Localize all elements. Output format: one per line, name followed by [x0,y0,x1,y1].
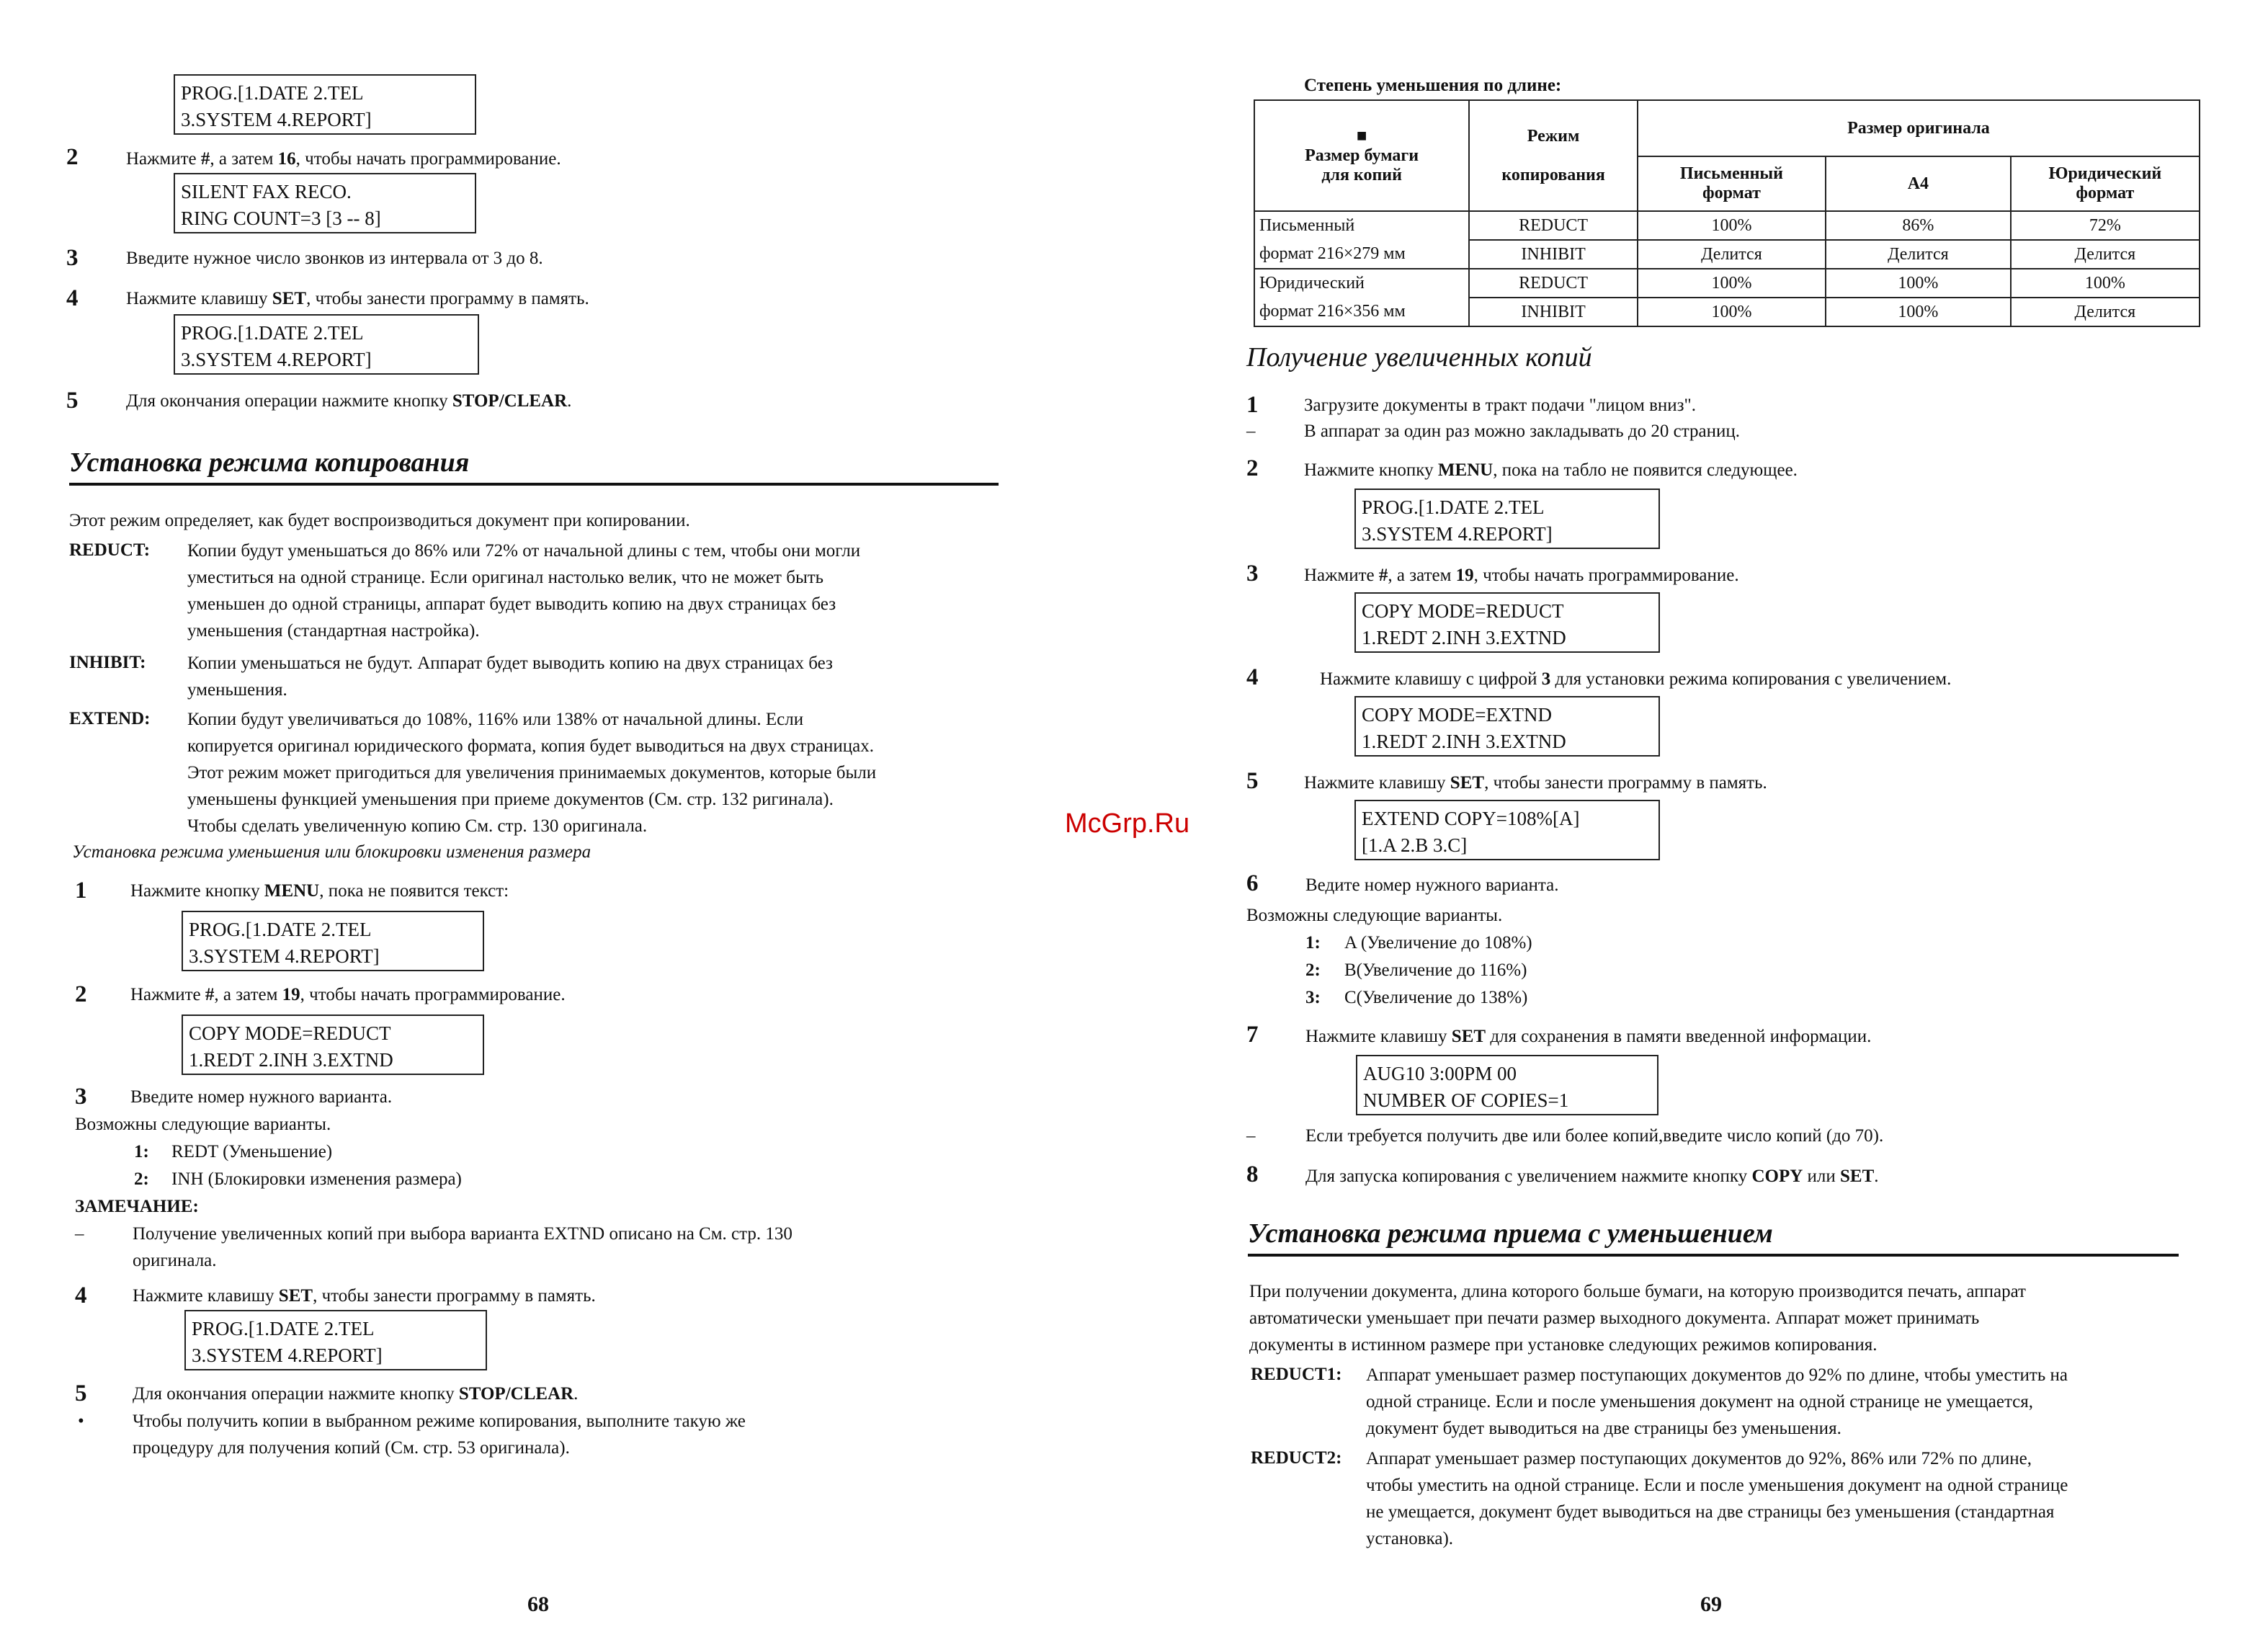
lcd-display-copy-mode [1354,592,1660,653]
page-number-right: 69 [1700,1592,1722,1616]
term-label-reduct2: REDUCT2: [1251,1448,1342,1468]
step-number: 7 [1246,1022,1259,1048]
lcd-line-1: COPY MODE=EXTND [1362,704,1552,726]
intro-paragraph: При получении документа, длина которого больше бумаги, на которую производится печать, аппарат автоматически уменьшает при печати размер выходного документа. Аппарат может принимать документы в истинном размере при установке следующих режимов копирования. [1249,1282,2026,1355]
step-text: Нажмите кнопку MENU, пока на табло не появится следующее. [1304,460,1798,480]
step-text: Для окончания операции нажмите кнопку STOP/CLEAR. [133,1384,579,1404]
table-title: Степень уменьшения по длине: [1304,76,1562,95]
lcd-line-2: 3.SYSTEM 4.REPORT] [181,349,372,370]
step-number: 3 [66,245,79,271]
bullet-text: Чтобы получить копии в выбранном режиме копирования, выполните такую же процедуру для получения копий (См. стр. 53 оригинала). [133,1412,746,1458]
note-text: Если требуется получить две или более копий,введите число копий (до 70). [1305,1126,1884,1146]
step-number: 6 [1246,870,1259,896]
lcd-display-prog [174,314,479,375]
term-label-inhibit: INHIBIT: [69,653,146,672]
lcd-line-2: 3.SYSTEM 4.REPORT] [1362,523,1553,545]
step-number: 5 [1246,768,1259,794]
step-text: Для запуска копирования с увеличением нажмите кнопку COPY или SET. [1305,1167,1879,1186]
step-number: 4 [75,1283,87,1308]
lcd-line-2: NUMBER OF COPIES=1 [1363,1089,1569,1111]
note-label: ЗАМЕЧАНИЕ: [75,1197,199,1216]
lcd-display-copy-mode-extnd [1354,696,1660,757]
step-number: 5 [66,388,79,414]
intro-paragraph: Этот режим определяет, как будет воспроизводиться документ при копировании. [69,511,690,530]
step-text: Для окончания операции нажмите кнопку STOP/CLEAR. [126,391,572,411]
step-number: 8 [1246,1161,1259,1187]
lcd-display-prog-top [174,74,476,135]
step-number: 2 [1246,455,1259,481]
table-header-original-size: Размер оригинала [1638,100,2200,156]
lcd-line-2: [1.A 2.B 3.C] [1362,834,1468,856]
variant-number: 2: [1305,960,1321,980]
note-text: Получение увеличенных копий при выбора варианта EXTND описано на См. стр. 130 оригинала. [133,1224,793,1270]
variants-intro: Возможны следующие варианты. [75,1115,331,1134]
heading-rule [1248,1254,2179,1257]
step-text: Нажмите #, а затем 19, чтобы начать программирование. [1304,566,1739,585]
term-definition-reduct: Копии будут уменьшаться до 86% или 72% от начальной длины с тем, чтобы они могли уместиться на одной странице. Если оригинал настолько велик, что не может быть уменьшен до одной страницы, аппарат будет выводить копию на двух страницах без уменьшения (стандартная настройка). [187,541,861,641]
term-label-extend: EXTEND: [69,709,151,728]
lcd-line-1: PROG.[1.DATE 2.TEL [189,919,372,940]
lcd-line-2: 3.SYSTEM 4.REPORT] [189,945,380,967]
step-number: 3 [1246,561,1259,587]
variant-text: INH (Блокировки изменения размера) [171,1169,462,1189]
lcd-display-silent-fax [174,173,476,233]
lcd-line-1: COPY MODE=REDUCT [189,1022,391,1044]
lcd-line-1: PROG.[1.DATE 2.TEL [181,322,364,344]
reduction-ratio-table: ■ Размер бумаги для копий Режим копирования Размер оригинала Письменный формат A4 Юридический формат Письменный REDUCT 100% 86% 72% формат 216×279 мм INHIBIT Делится Делится Делится Юридический REDUCT 100% 100% 100% формат 216×356 мм INHIBIT 100% 100% Делится [1254,99,2200,327]
step-text: Нажмите клавишу SET для сохранения в памяти введенной информации. [1305,1027,1872,1046]
lcd-line-2: 3.SYSTEM 4.REPORT] [181,109,372,130]
step-text: Введите нужное число звонков из интервала от 3 до 8. [126,249,543,268]
term-definition-reduct2: Аппарат уменьшает размер поступающих документов до 92%, 86% или 72% по длине, чтобы уместить на одной странице. Если и после уменьшения документ на одной странице не умещается, документ будет выводиться на две страницы без уменьшения (стандартная установка). [1366,1449,2068,1548]
table-row: Юридический REDUCT 100% 100% 100% [1254,269,2200,298]
lcd-line-2: RING COUNT=3 [3 -- 8] [181,208,381,229]
lcd-display-prog [184,1310,487,1370]
step-number: 2 [75,981,87,1007]
variants-intro: Возможны следующие варианты. [1246,906,1503,925]
variant-text: A (Увеличение до 108%) [1344,933,1532,953]
step-text: Нажмите клавишу SET, чтобы занести программу в память. [133,1286,596,1306]
term-label-reduct1: REDUCT1: [1251,1365,1342,1384]
lcd-line-2: 1.REDT 2.INH 3.EXTND [1362,731,1566,752]
variant-text: B(Увеличение до 116%) [1344,960,1527,980]
bullet-icon: • [78,1412,84,1431]
lcd-line-1: COPY MODE=REDUCT [1362,600,1564,622]
variant-number: 1: [1305,933,1321,953]
term-label-reduct: REDUCT: [69,540,151,560]
lcd-display-prog [1354,489,1660,549]
lcd-line-1: EXTEND COPY=108%[A] [1362,808,1580,829]
step-number: 4 [1246,664,1259,690]
section-heading-receive-reduction: Установка режима приема с уменьшением [1248,1218,1773,1249]
step-text: Нажмите кнопку MENU, пока не появится текст: [130,881,509,901]
variant-text: C(Увеличение до 138%) [1344,988,1528,1007]
lcd-line-2: 1.REDT 2.INH 3.EXTND [189,1049,393,1071]
lcd-line-1: PROG.[1.DATE 2.TEL [1362,496,1545,518]
lcd-line-2: 3.SYSTEM 4.REPORT] [192,1344,383,1366]
step-number: 3 [75,1084,87,1110]
step-number: 2 [66,144,79,170]
variant-text: REDT (Уменьшение) [171,1142,333,1161]
lcd-line-1: PROG.[1.DATE 2.TEL [192,1318,375,1339]
section-heading-copy-mode: Установка режима копирования [69,447,470,478]
lcd-display-copy-mode [182,1014,484,1075]
step-text: Нажмите клавишу SET, чтобы занести программу в память. [1304,773,1767,793]
lcd-display-date-copies [1356,1055,1658,1115]
page-number-left: 68 [527,1592,549,1616]
variant-number: 2: [134,1169,149,1189]
step-text: Нажмите клавишу с цифрой 3 для установки режима копирования с увеличением. [1320,669,1952,689]
term-definition-extend: Копии будут увеличиваться до 108%, 116% или 138% от начальной длины. Если копируется оригинал юридического формата, копия будет выводиться на двух страницах. Этот режим может пригодиться для увеличения принимаемых документов, которые были уменьшены функцией уменьшения при приеме документов (См. стр. 132 ригинала). Чтобы сделать увеличенную копию См. стр. 130 оригинала. [187,710,877,836]
lcd-line-1: PROG.[1.DATE 2.TEL [181,82,364,104]
step-text: Загрузите документы в тракт подачи "лицом вниз". [1304,396,1696,415]
table-row: Письменный REDUCT 100% 86% 72% [1254,211,2200,240]
variant-number: 3: [1305,988,1321,1007]
table-row: формат 216×356 мм INHIBIT 100% 100% Делится [1254,298,2200,326]
table-row: формат 216×279 мм INHIBIT Делится Делится Делится [1254,240,2200,269]
step-text: Нажмите клавишу SET, чтобы занести программу в память. [126,289,589,308]
step-number: 4 [66,285,79,311]
step-number: 1 [75,878,87,904]
step-text: Введите номер нужного варианта. [130,1087,393,1107]
subheading: Установка режима уменьшения или блокировки изменения размера [72,842,591,862]
watermark: McGrp.Ru [1065,808,1190,839]
note-text: В аппарат за один раз можно закладывать до 20 страниц. [1304,422,1740,441]
step-number: 1 [1246,392,1259,418]
step-text: Ведите номер нужного варианта. [1305,875,1559,895]
step-text: Нажмите #, а затем 16, чтобы начать программирование. [126,149,561,169]
lcd-line-1: SILENT FAX RECO. [181,181,352,202]
lcd-line-1: AUG10 3:00PM 00 [1363,1063,1517,1084]
term-definition-inhibit: Копии уменьшаться не будут. Аппарат будет выводить копию на двух страницах без уменьшения. [187,654,833,700]
note-dash: – [1246,422,1256,441]
step-text: Нажмите #, а затем 19, чтобы начать программирование. [130,985,566,1004]
section-heading-enlarged-copies: Получение увеличенных копий [1246,342,1592,373]
table-mark-icon: ■ [1356,126,1367,146]
lcd-display-extend-copy [1354,800,1660,860]
step-number: 5 [75,1381,87,1406]
lcd-display-prog [182,911,484,971]
term-definition-reduct1: Аппарат уменьшает размер поступающих документов до 92% по длине, чтобы уместить на одной странице. Если и после уменьшения документ на одной странице не умещается, документ будет выводиться на две страницы без уменьшения. [1366,1365,2068,1438]
heading-rule [69,483,999,486]
note-dash: – [1246,1126,1256,1146]
note-dash: – [75,1224,84,1244]
variant-number: 1: [134,1142,149,1161]
lcd-line-2: 1.REDT 2.INH 3.EXTND [1362,627,1566,648]
